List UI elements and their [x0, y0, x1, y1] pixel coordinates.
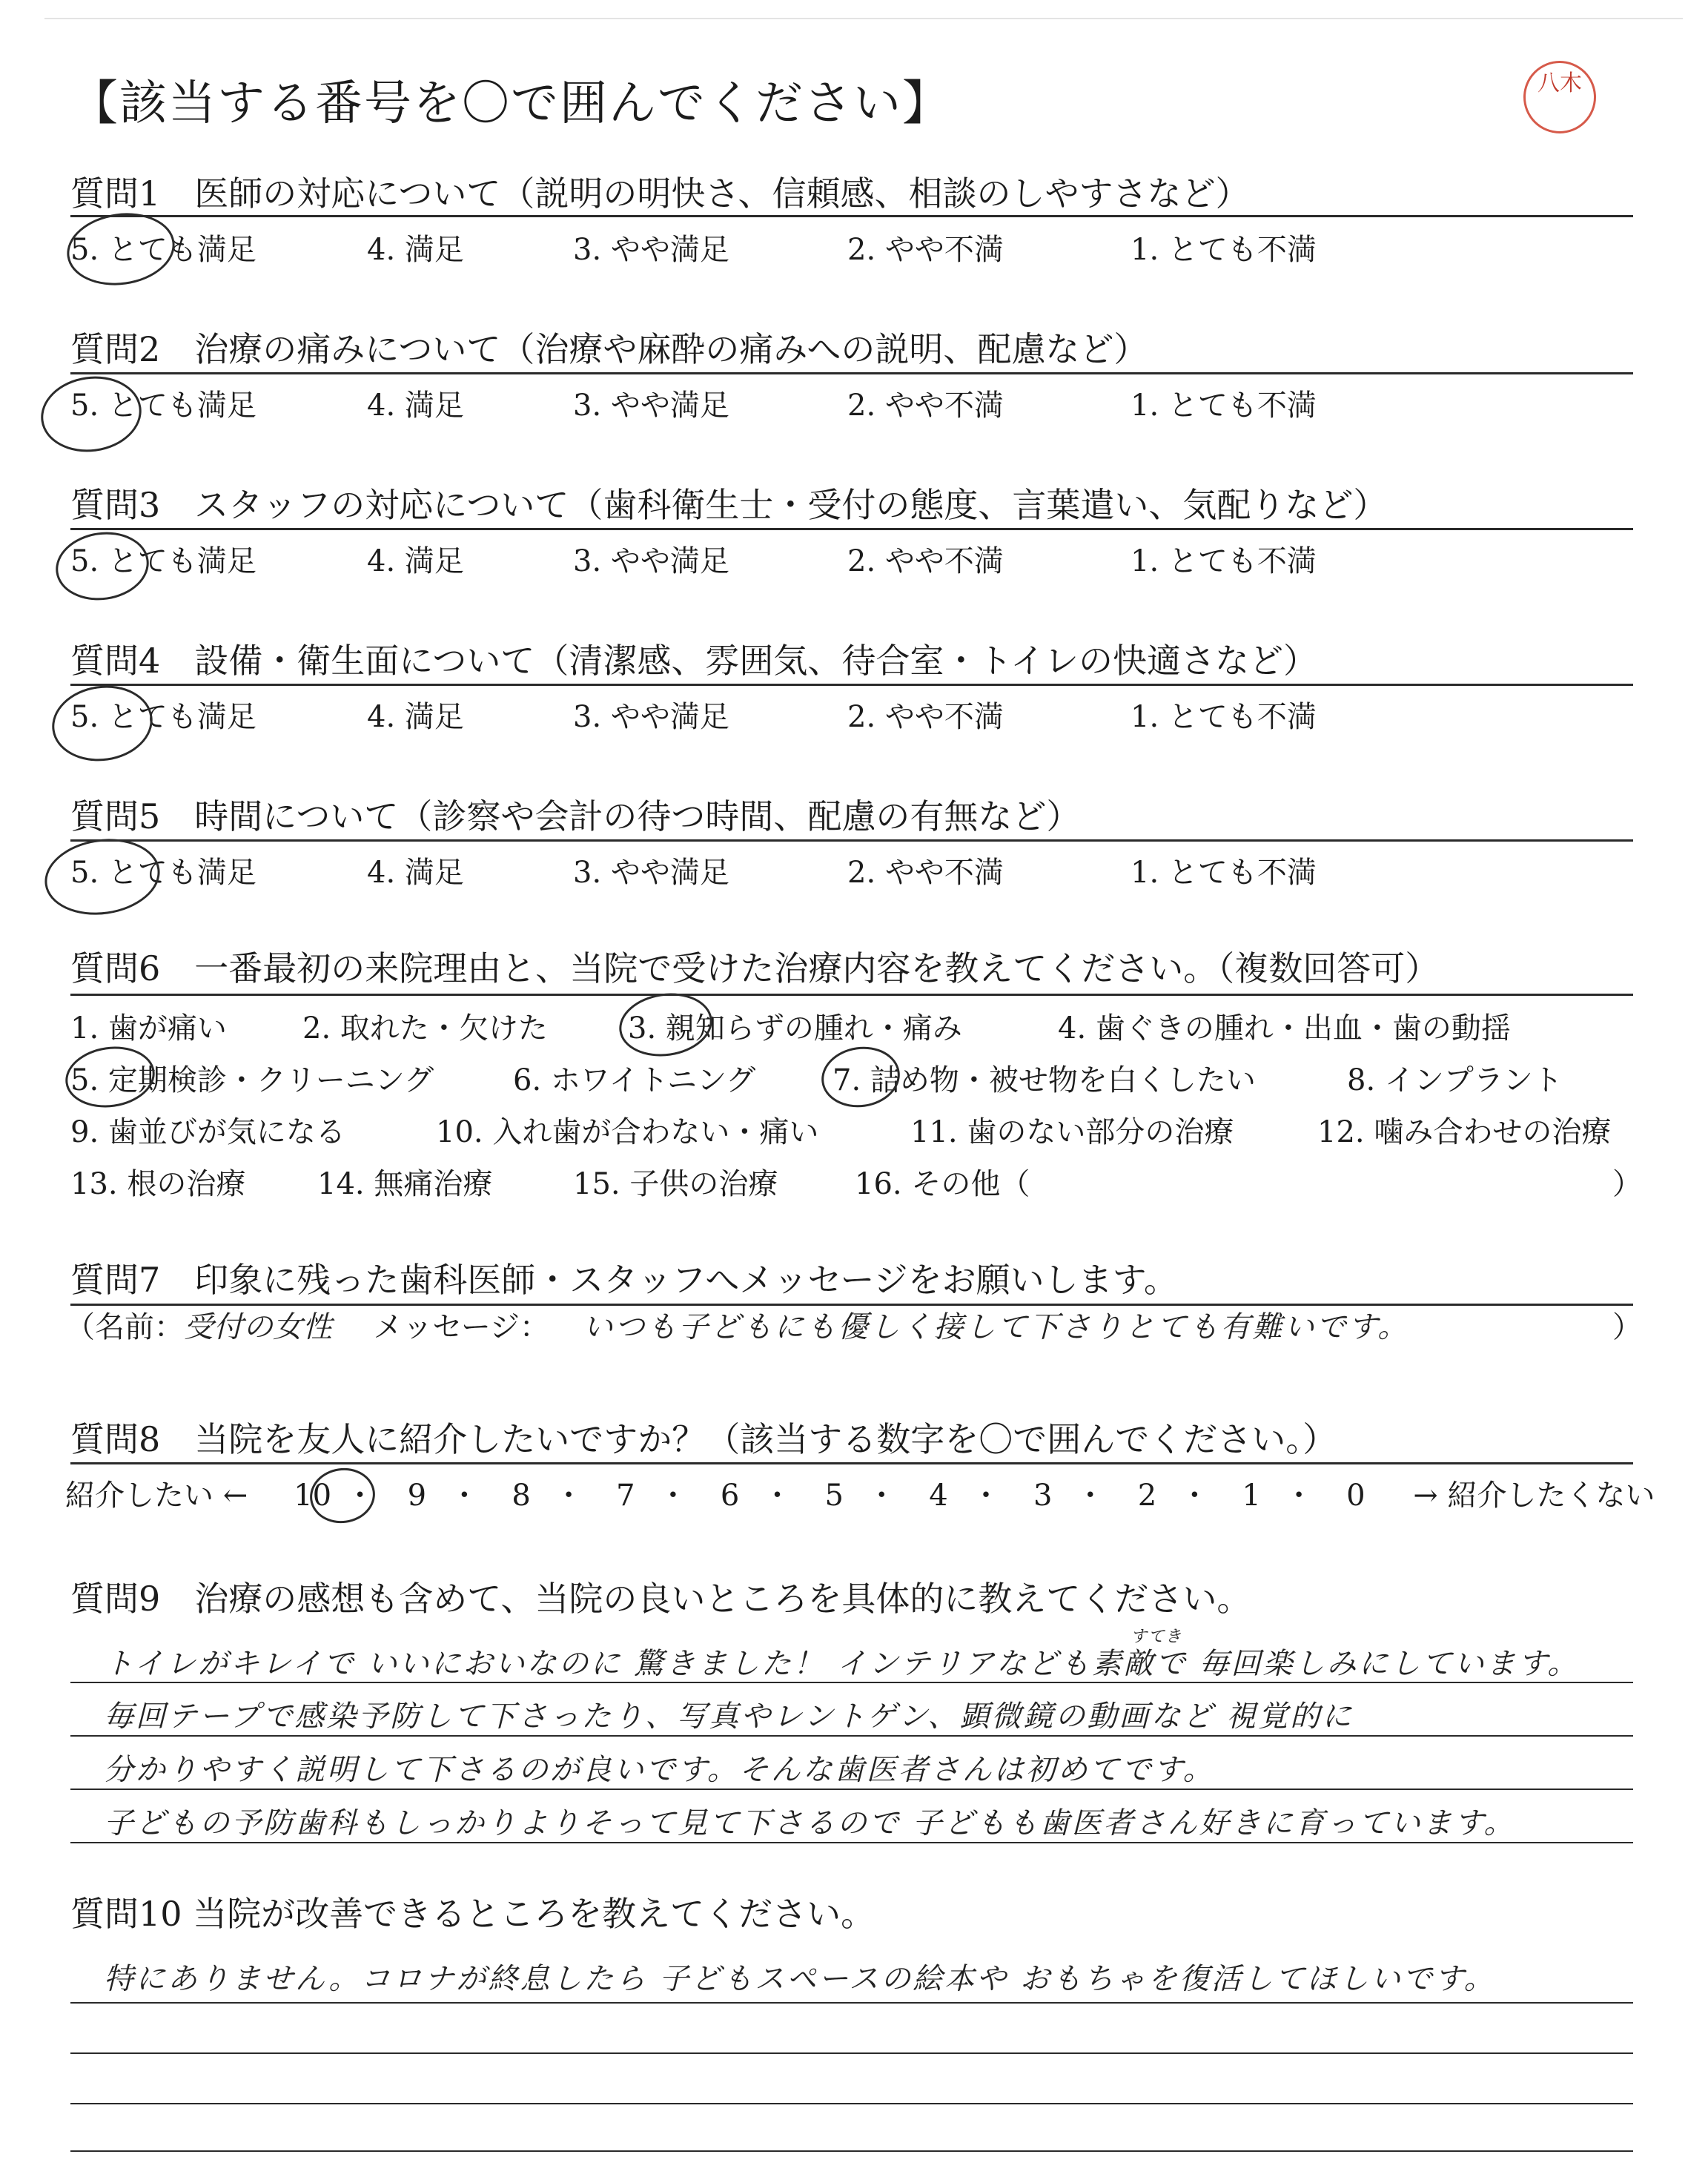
- q3-option-2[interactable]: 2. やや不満: [847, 544, 1004, 578]
- q6-options-row-1: [70, 1005, 1642, 1049]
- q10-rule-4: [70, 2150, 1633, 2152]
- stamp-text: 八木: [1537, 70, 1582, 96]
- question-8-rule: [70, 1462, 1633, 1464]
- q6-option-13[interactable]: 13. 根の治療: [70, 1167, 246, 1201]
- q6-options-row-4: [70, 1160, 1642, 1205]
- q8-left-label: 紹介したい ←: [65, 1479, 248, 1513]
- q6-option-14[interactable]: 14. 無痛治療: [317, 1167, 493, 1201]
- q9-answer-line-4[interactable]: 子どもの予防歯科もしっかりよりそって見て下さるので 子どもも歯医者さん好きに育っています。: [104, 1806, 1516, 1840]
- q9-rule-4: [70, 1842, 1633, 1843]
- q9-answer-line-1[interactable]: トイレがキレイで いいにおいなのに 驚きました！ インテリアなども素敵で 毎回楽しみにしています。: [104, 1647, 1580, 1681]
- name-seal-stamp: [1523, 61, 1596, 133]
- q2-option-4[interactable]: 4. 満足: [367, 389, 464, 423]
- q6-option-9[interactable]: 9. 歯並びが気になる: [70, 1115, 345, 1149]
- q8-score-6[interactable]: 6: [720, 1479, 740, 1513]
- question-3: 質問3 スタッフの対応について（歯科衛生士・受付の態度、言葉遣い、気配りなど）: [70, 485, 1388, 525]
- q5-option-3[interactable]: 3. やや満足: [573, 856, 729, 890]
- q6-option-8[interactable]: 8. インプラント: [1347, 1063, 1563, 1097]
- q7-name-label: （名前：: [65, 1310, 184, 1344]
- q7-message-label: メッセージ：: [373, 1310, 550, 1344]
- q1-option-5[interactable]: 5. とても満足: [70, 233, 256, 267]
- question-6: 質問6 一番最初の来院理由と、当院で受けた治療内容を教えてください。（複数回答可）: [70, 948, 1440, 988]
- q1-selection-circle: [62, 206, 179, 291]
- question-5-options: [70, 849, 1633, 894]
- q10-answer-line-1[interactable]: 特にありません。コロナが終息したら 子どもスペースの絵本や おもちゃを復活してほしいです。: [104, 1962, 1496, 1996]
- q7-message-value[interactable]: いつも子どもにも優しく接して下さりとても有難いです。: [583, 1310, 1410, 1344]
- q5-option-1[interactable]: 1. とても不満: [1131, 856, 1317, 890]
- question-2: 質問2 治療の痛みについて（治療や麻酔の痛みへの説明、配慮など）: [70, 329, 1148, 369]
- q6-options-row-3: [70, 1109, 1642, 1153]
- q8-score-9[interactable]: 9: [407, 1479, 427, 1513]
- q9-rule-1: [70, 1682, 1633, 1683]
- q6-option-3[interactable]: 3. 親知らずの腫れ・痛み: [628, 1011, 962, 1046]
- q6-option-16[interactable]: 16. その他（: [855, 1167, 1030, 1201]
- q6-option-7[interactable]: 7. 詰め物・被せ物を白くしたい: [833, 1063, 1256, 1097]
- q8-score-5[interactable]: 5: [824, 1479, 844, 1513]
- q3-option-1[interactable]: 1. とても不満: [1131, 544, 1317, 578]
- q9-answer-line-2[interactable]: 毎回テープで感染予防して下さったり、写真やレントゲン、顕微鏡の動画など 視覚的に: [104, 1700, 1354, 1734]
- q9-rule-3: [70, 1789, 1633, 1790]
- q6-option-1[interactable]: 1. 歯が痛い: [70, 1011, 227, 1046]
- question-4-options: [70, 693, 1633, 738]
- q10-rule-2: [70, 2052, 1633, 2054]
- q5-option-4[interactable]: 4. 満足: [367, 856, 464, 890]
- question-4-rule: [70, 684, 1633, 686]
- q8-score-4[interactable]: 4: [929, 1479, 948, 1513]
- q9-rule-2: [70, 1735, 1633, 1737]
- question-6-rule: [70, 994, 1633, 996]
- question-10: 質問10 当院が改善できるところを教えてください。: [70, 1894, 875, 1934]
- q3-option-4[interactable]: 4. 満足: [367, 544, 464, 578]
- q8-score-8[interactable]: 8: [512, 1479, 531, 1513]
- q6-option-15[interactable]: 15. 子供の治療: [573, 1167, 778, 1201]
- q6-option-12[interactable]: 12. 噛み合わせの治療: [1317, 1115, 1612, 1149]
- q6-option-2[interactable]: 2. 取れた・欠けた: [302, 1011, 548, 1046]
- question-7: 質問7 印象に残った歯科医師・スタッフへメッセージをお願いします。: [70, 1260, 1178, 1300]
- question-1-options: [70, 226, 1633, 271]
- q4-option-2[interactable]: 2. やや不満: [847, 700, 1004, 734]
- q8-score-10[interactable]: 10: [294, 1479, 332, 1513]
- q4-selection-circle: [47, 679, 158, 767]
- q9-ruby-annotation: すてき: [1131, 1628, 1182, 1646]
- q6-option-4[interactable]: 4. 歯ぐきの腫れ・出血・歯の動揺: [1058, 1011, 1511, 1046]
- q5-selection-circle: [40, 832, 165, 922]
- question-3-options: [70, 538, 1633, 582]
- q8-score-7[interactable]: 7: [616, 1479, 635, 1513]
- q6-selection-circle-5: [62, 1041, 159, 1113]
- q6-selection-circle-7: [818, 1042, 904, 1112]
- q8-scale: 紹介したい ← 10 ・ 9 ・ 8 ・ 7 ・ 6 ・ 5 ・ 4 ・ 3 ・ 2 ・ 1 ・ 0 → 紹介したくない: [65, 1479, 1655, 1513]
- q4-option-5[interactable]: 5. とても満足: [70, 700, 256, 734]
- q6-option-5[interactable]: 5. 定期検診・クリーニング: [70, 1063, 434, 1097]
- q4-option-1[interactable]: 1. とても不満: [1131, 700, 1317, 734]
- q3-option-3[interactable]: 3. やや満足: [573, 544, 729, 578]
- question-2-rule: [70, 372, 1633, 374]
- page-title: 【該当する番号を〇で囲んでください】: [70, 76, 951, 131]
- q2-option-1[interactable]: 1. とても不満: [1131, 389, 1317, 423]
- q6-option-10[interactable]: 10. 入れ歯が合わない・痛い: [436, 1115, 819, 1149]
- question-9: 質問9 治療の感想も含めて、当院の良いところを具体的に教えてください。: [70, 1579, 1251, 1619]
- q7-answer-row: [65, 1304, 1409, 1346]
- q1-option-2[interactable]: 2. やや不満: [847, 233, 1004, 267]
- question-8: 質問8 当院を友人に紹介したいですか？（該当する数字を〇で囲んでください。）: [70, 1419, 1337, 1459]
- question-2-options: [70, 382, 1633, 426]
- q1-option-1[interactable]: 1. とても不満: [1131, 233, 1317, 267]
- q10-rule-1: [70, 2002, 1633, 2004]
- question-1-rule: [70, 215, 1633, 217]
- top-rule: [44, 18, 1683, 19]
- q5-option-5[interactable]: 5. とても満足: [70, 856, 256, 890]
- question-5-rule: [70, 839, 1633, 842]
- q8-score-1[interactable]: 1: [1242, 1479, 1261, 1513]
- q5-option-2[interactable]: 2. やや不満: [847, 856, 1004, 890]
- q8-score-0[interactable]: 0: [1346, 1479, 1366, 1513]
- q6-option-6[interactable]: 6. ホワイトニング: [513, 1063, 756, 1097]
- q8-score-2[interactable]: 2: [1137, 1479, 1157, 1513]
- q1-option-3[interactable]: 3. やや満足: [573, 233, 729, 267]
- q6-other-close-paren: ）: [1612, 1167, 1642, 1201]
- question-1: 質問1 医師の対応について（説明の明快さ、信頼感、相談のしやすさなど）: [70, 174, 1250, 214]
- question-4: 質問4 設備・衛生面について（清潔感、雰囲気、待合室・トイレの快適さなど）: [70, 641, 1318, 681]
- q6-option-11[interactable]: 11. 歯のない部分の治療: [910, 1115, 1234, 1149]
- q8-score-3[interactable]: 3: [1033, 1479, 1053, 1513]
- q9-answer-line-3[interactable]: 分かりやすく説明して下さるのが良いです。そんな歯医者さんは初めてです。: [104, 1753, 1215, 1787]
- q6-selection-circle-3: [615, 988, 716, 1063]
- q2-option-5[interactable]: 5. とても満足: [70, 389, 256, 423]
- question-5: 質問5 時間について（診察や会計の待つ時間、配慮の有無など）: [70, 796, 1081, 836]
- q2-option-3[interactable]: 3. やや満足: [573, 389, 729, 423]
- q7-name-value[interactable]: 受付の女性: [184, 1310, 332, 1344]
- question-3-rule: [70, 528, 1633, 530]
- q10-rule-3: [70, 2103, 1633, 2104]
- q1-option-4[interactable]: 4. 満足: [367, 233, 464, 267]
- q4-option-4[interactable]: 4. 満足: [367, 700, 464, 734]
- q3-option-5[interactable]: 5. とても満足: [70, 544, 256, 578]
- q4-option-3[interactable]: 3. やや満足: [573, 700, 729, 734]
- q2-option-2[interactable]: 2. やや不満: [847, 389, 1004, 423]
- q7-close-paren: ）: [1612, 1310, 1642, 1344]
- q8-right-label: → 紹介したくない: [1413, 1479, 1655, 1513]
